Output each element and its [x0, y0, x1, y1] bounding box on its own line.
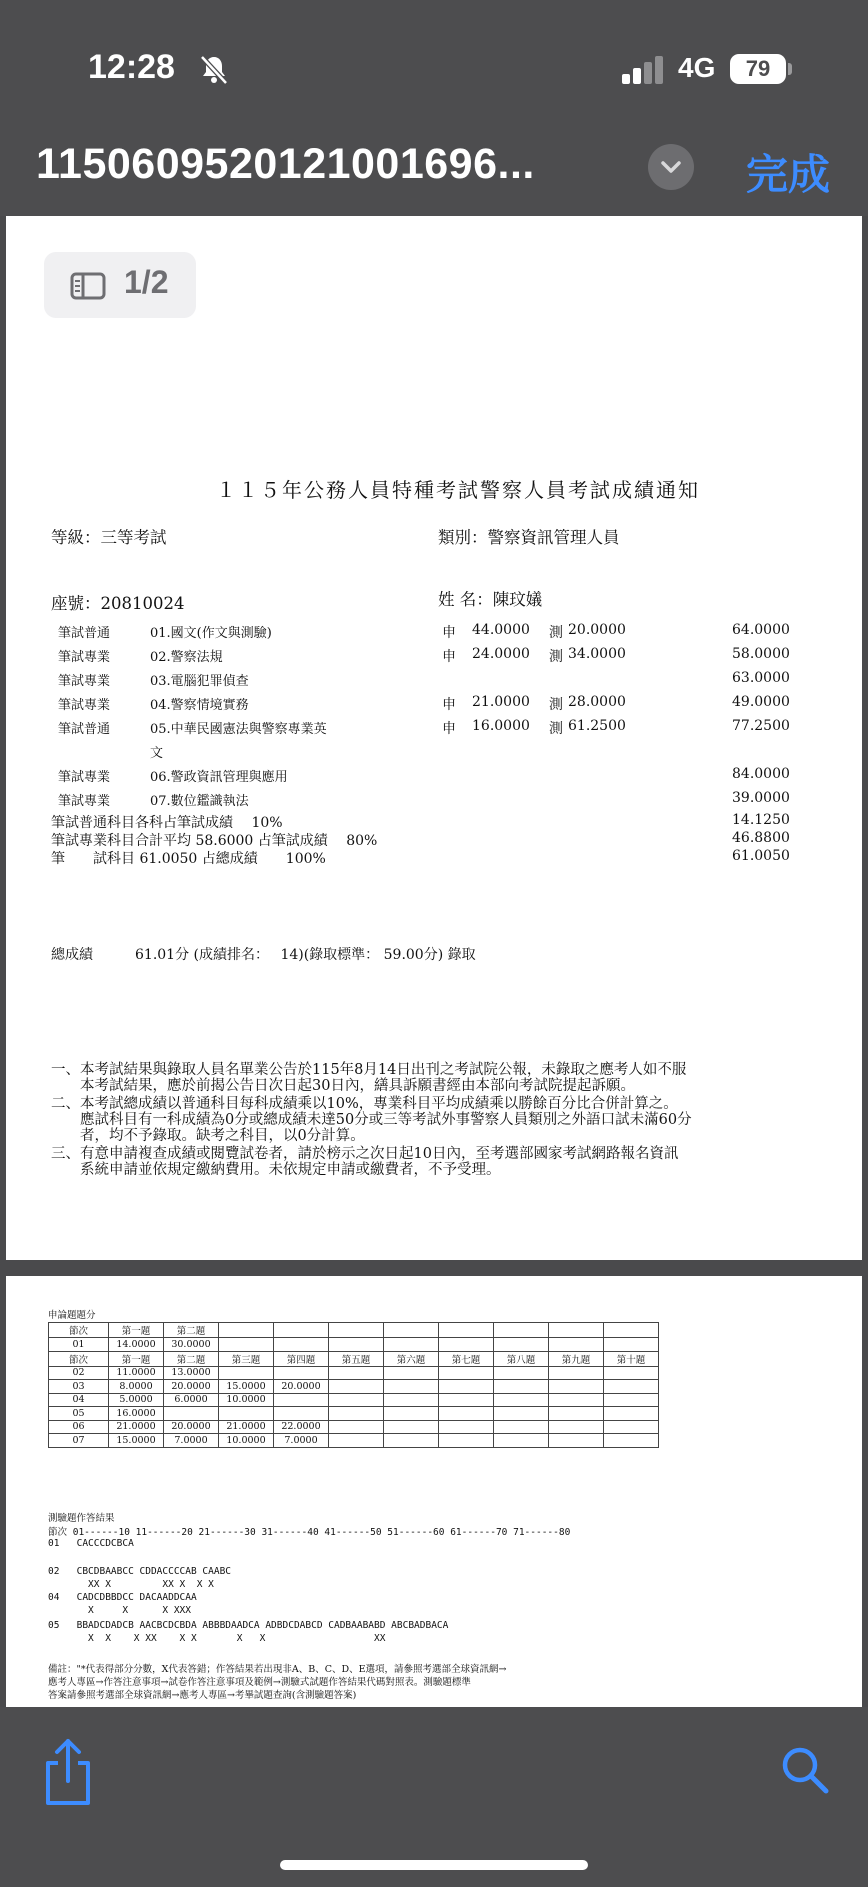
essay-scores-title: 申論題題分 — [48, 1310, 96, 1321]
mc-results-title: 測驗題作答結果 — [48, 1513, 115, 1524]
table-row: 04 5.0000 6.0000 10.0000 — [49, 1393, 659, 1407]
exam-grade: 等級：三等考試 — [51, 528, 167, 547]
signal-icon — [622, 56, 666, 84]
share-icon[interactable] — [40, 1737, 96, 1807]
page-indicator[interactable] — [44, 252, 196, 318]
document-page-1: 1/2 １１５年公務人員特種考試警察人員考試成績通知 等級：三等考試 類別：警察資訊管理人員 座號：20810024 姓 名：陳玟嬟 筆試普通 01.國文(作文與測驗) 申 44.0000 測 20.0000 64.0000 筆試專業 02.警察法規 申 24.0000 測 34.0000 58.0000 筆試專業 03.電腦犯罪偵查 63.0000 筆試專業 04.警察情境實務 申 21.0000 測 28.0000 49.0000 筆試普通 05.中華民國憲法與警察專業英 申 16.0000 測 61.2500 77.2500 文 筆試專業 06.警政資訊管理與應用 84.0000 筆試專業 07.數位鑑識執法 39.0000 筆試普通科目各科占筆試成績 10% 14.1250 筆試專業科目合計平均 58.6000 占筆試成績 80% 46.8800 筆 試科目 61.0050 占總成績 100% 61.0050 總成績 61.01分 (成績排名： 14)(錄取標準： 59.00分) 錄取 一、本考試結果與錄取人員名單業公告於115年8月14日出刊之考試院公報，未錄取之應考人如不服 本考試結果，應於前揭公告日次日起30日內，繕具訴願書經由本部向考試院提起訴願。 二、本考試總成績以普通科目每科成績乘以10%，專業科目平均成績乘以勝餘百分比合併計算之。 應試科目有一科成績為0分或總成績未達50分或三等考試外事警察人員類別之外語口試未滿60分 者，均不予錄取。缺考之科目，以0分計算。 三、有意申請複查成績或閱覽試卷者，請於榜示之次日起10日內，至考選部國家考試網路報名資訊 系統申請並依規定繳納費用。未依規定申請或繳費者，不予受理。 — [6, 216, 862, 1260]
table-row: 05 16.0000 — [49, 1407, 659, 1421]
note-line: 者，均不予錄取。缺考之科目，以0分計算。 — [51, 1128, 365, 1144]
notice-title: １１５年公務人員特種考試警察人員考試成績通知 — [216, 478, 700, 502]
mc-line: 01 CACCCDCBCA — [48, 1538, 134, 1549]
mc-line: X X X XXX — [48, 1605, 191, 1616]
total-score: 總成績 61.01分 (成績排名： 14)(錄取標準： 59.00分) 錄取 — [51, 947, 476, 963]
table-row: 06 21.0000 20.0000 21.0000 22.0000 — [49, 1420, 659, 1434]
note-line: 系統申請並依規定繳納費用。未依規定申請或繳費者，不予受理。 — [51, 1162, 501, 1178]
top-bar — [0, 0, 868, 216]
note-line: 三、有意申請複查成績或閱覽試卷者，請於榜示之次日起10日內，至考選部國家考試網路報名資訊 — [51, 1146, 679, 1162]
footnote-line: 應考人專區→作答注意事項→試卷作答注意事項及範例→測驗式試題作答結果代碼對照表。測驗題標準 — [48, 1677, 471, 1688]
bottom-toolbar — [0, 1707, 868, 1887]
battery-tip — [788, 63, 792, 75]
battery-indicator: 79 — [730, 54, 786, 84]
document-page-2 — [6, 1276, 862, 1707]
exam-category: 類別：警察資訊管理人員 — [438, 528, 620, 547]
mc-line: 05 BBADCDADCB AACBCDCBDA ABBBDAADCA ADBDCDABCD CADBAABABD ABCBADBACA — [48, 1620, 449, 1631]
network-type: 4G — [678, 52, 716, 83]
note-line: 應試科目有一科成績為0分或總成績未達50分或三等考試外事警察人員類別之外語口試未滿60分 — [51, 1112, 692, 1128]
table-header-row: 節次 第一題 第二題 — [49, 1323, 659, 1338]
note-line: 本考試結果，應於前揭公告日次日起30日內，繕具訴願書經由本部向考試院提起訴願。 — [51, 1078, 635, 1094]
mc-line: XX X XX X X X — [48, 1579, 214, 1590]
mc-line: 節次 01------10 11------20 21------30 31------40 41------50 51------60 61------70 71------80 — [48, 1527, 571, 1538]
summary-general-value: 14.1250 — [732, 812, 790, 828]
essay-scores-table — [48, 1322, 659, 1448]
done-button[interactable]: 完成 — [746, 150, 831, 199]
mc-line: X X X XX X X X X XX — [48, 1633, 386, 1644]
table-header-row: 節次 第一題 第二題 第三題 第四題 第五題 第六題 第七題 第八題 第九題 第十題 — [49, 1351, 659, 1366]
summary-professional: 筆試專業科目合計平均 58.6000 占筆試成績 80% — [51, 833, 378, 849]
note-line: 二、本考試總成績以普通科目每科成績乘以10%，專業科目平均成績乘以勝餘百分比合併計算之。 — [51, 1096, 678, 1112]
summary-general: 筆試普通科目各科占筆試成績 10% — [51, 815, 283, 831]
footnote-line: 備註："*代表得部分分數，X代表答錯；作答結果若出現非A、B、C、D、E選項，請參照考選部全球資訊網→ — [48, 1664, 507, 1675]
candidate-name: 姓 名：陳玟嬟 — [438, 590, 543, 609]
summary-written: 筆 試科目 61.0050 占總成績 100% — [51, 851, 326, 867]
bell-slash-icon — [197, 53, 231, 87]
table-row: 01 14.0000 30.0000 — [49, 1338, 659, 1352]
document-title[interactable]: 115060952012100​1696... — [36, 140, 535, 188]
page-indicator-label: 1/2 — [124, 264, 169, 300]
summary-professional-value: 46.8800 — [732, 830, 790, 846]
mc-line: 04 CADCDBBDCC DACAADDCAA — [48, 1592, 197, 1603]
table-row: 07 15.0000 7.0000 10.0000 7.0000 — [49, 1434, 659, 1448]
summary-written-value: 61.0050 — [732, 848, 790, 864]
home-indicator[interactable] — [280, 1860, 588, 1870]
sidebar-icon — [70, 272, 106, 300]
chevron-down-icon[interactable] — [648, 144, 694, 190]
note-line: 一、本考試結果與錄取人員名單業公告於115年8月14日出刊之考試院公報，未錄取之應考人如不服 — [51, 1062, 687, 1078]
table-row: 02 11.0000 13.0000 — [49, 1366, 659, 1380]
footnote-line: 答案請參照考選部全球資訊網→應考人專區→考畢試題查詢(含測驗題答案) — [48, 1690, 357, 1701]
status-time: 12:28 — [88, 48, 175, 86]
search-icon[interactable] — [780, 1745, 830, 1795]
seat-number: 座號：20810024 — [51, 594, 185, 613]
table-row: 03 8.0000 20.0000 15.0000 20.0000 — [49, 1380, 659, 1394]
mc-line: 02 CBCDBAABCC CDDACCCCAB CAABC — [48, 1566, 232, 1577]
